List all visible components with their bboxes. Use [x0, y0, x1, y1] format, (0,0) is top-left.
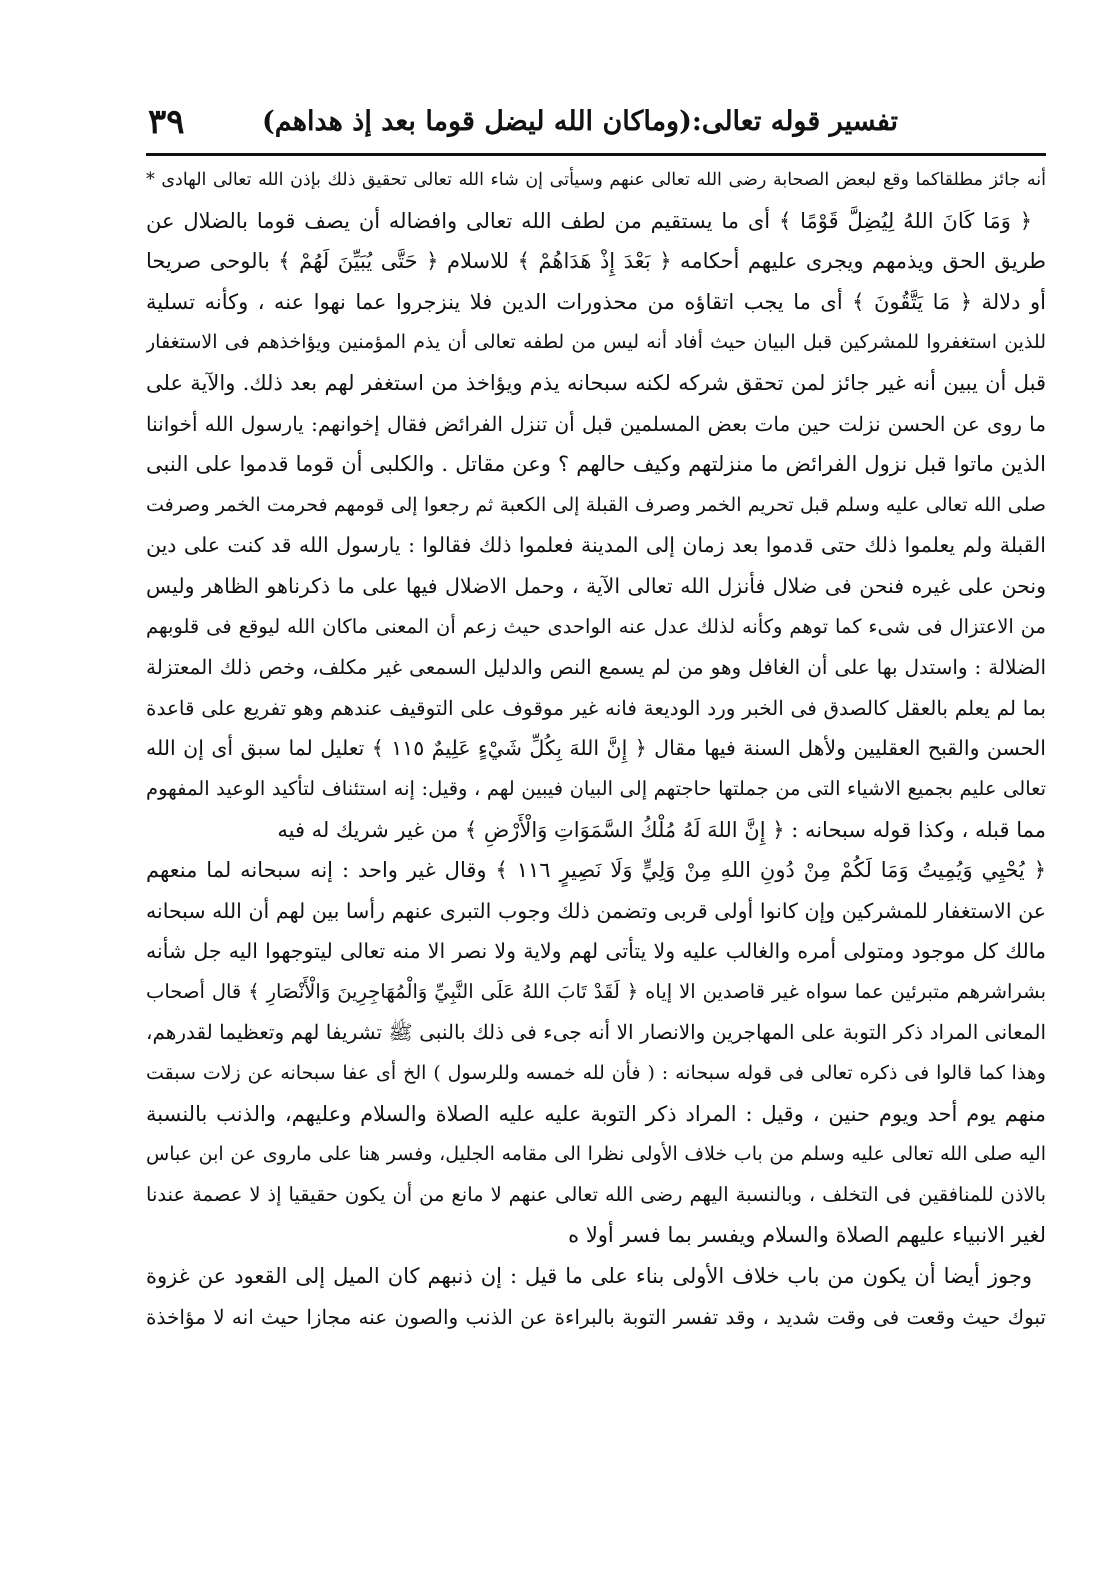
text-line: ﴿ يُحْيِي وَيُمِيتُ وَمَا لَكُمْ مِنْ دُونِ اللهِ مِنْ وَلِيٍّ وَلَا نَصِيرٍ ١١٦ ﴾ وقال غير واحد : إنه سبحانه لما منعهم	[146, 858, 1046, 883]
text-line: بما لم يعلم بالعقل كالصدق فى الخبر ورد الوديعة فانه غير موقوف على التوقيف عندهم وهو تفريع على قاعدة	[146, 695, 1046, 720]
text-line: وهذا كما قالوا فى ذكره تعالى فى قوله سبحانه : ( فأن لله خمسه وللرسول ) الخ أى عفا سبحانه عن زلات سبقت	[146, 1062, 1046, 1085]
text-line: مما قبله ، وكذا قوله سبحانه : ﴿ إِنَّ اللهَ لَهُ مُلْكُ السَّمَوَاتِ وَالْأَرْضِ ﴾ من غير شريك له فيه	[277, 817, 1046, 842]
text-line: للذين استغفروا للمشركين قبل البيان حيث أفاد أنه ليس من لطفه تعالى أن يذم المؤمنين ويؤاخذهم فى الاستغفار	[146, 331, 1046, 354]
body-text	[146, 160, 1046, 1337]
text-line: المعانى المراد ذكر التوبة على المهاجرين والانصار الا أنه جىء فى ذلك بالنبى ﷺ تشريفا لهم وتعظيما لقدرهم،	[146, 1020, 1046, 1045]
text-line: الذين ماتوا قبل نزول الفرائض ما منزلتهم وكيف حالهم ؟ وعن مقاتل . والكلبى أن قوما قدموا على النبى	[146, 452, 1046, 477]
text-line: صلى الله تعالى عليه وسلم قبل تحريم الخمر وصرف القبلة إلى الكعبة ثم رجعوا إلى قومهم فحرمت الخمر وصرفت	[146, 493, 1046, 516]
text-line: لغير الانبياء عليهم الصلاة والسلام ويفسر بما فسر أولا ه	[568, 1223, 1046, 1248]
text-line: أو دلالة ﴿ مَا يَتَّقُونَ ﴾ أى ما يجب اتقاؤه من محذورات الدين فلا ينزجروا عما نهوا عنه ، وكأنه تسلية	[146, 289, 1046, 314]
text-line: ﴿ وَمَا كَانَ اللهُ لِيُضِلَّ قَوْمًا ﴾ أى ما يستقيم من لطف الله تعالى وافضاله أن يصف قوما بالضلال عن	[146, 208, 1032, 233]
text-line: منهم يوم أحد ويوم حنين ، وقيل : المراد ذكر التوبة عليه عليه الصلاة والسلام وعليهم، والذنب بالنسبة	[146, 1101, 1046, 1126]
text-line: عن الاستغفار للمشركين وإن كانوا أولى قربى وتضمن ذلك وجوب التبرى عنهم رأسا بين لهم أن الله سبحانه	[146, 898, 1046, 923]
text-line: الضلالة : واستدل بها على أن الغافل وهو من لم يسمع النص والدليل السمعى غير مكلف، وخص ذلك المعتزلة	[146, 655, 1046, 680]
text-line: مالك كل موجود ومتولى أمره والغالب عليه ولا يتأتى لهم ولاية ولا نصر الا منه تعالى ليتوجهوا اليه جل شأنه	[146, 939, 1046, 964]
text-line: طريق الحق ويذمهم ويجرى عليهم أحكامه ﴿ بَعْدَ إِذْ هَدَاهُمْ ﴾ للاسلام ﴿ حَتَّى يُبَيِّنَ لَهُمْ ﴾ بالوحى صريحا	[146, 249, 1046, 274]
text-line: ونحن على غيره فنحن فى ضلال فأنزل الله تعالى الآية ، وحمل الاضلال فيها على ما ذكرناهو الظاهر وليس	[146, 573, 1046, 598]
text-line: تبوك حيث وقعت فى وقت شديد ، وقد تفسر التوبة بالبراءة عن الذنب والصون عنه مجازا حيث انه لا مؤاخذة	[146, 1304, 1046, 1329]
text-line: أنه جائز مطلقاكما وقع لبعض الصحابة رضى الله تعالى عنهم وسيأتى إن شاء الله تعالى تحقيق ذلك بإذن الله تعالى الهادى *	[146, 170, 1046, 190]
page-header	[148, 102, 1048, 146]
page-number: ٣٩	[148, 102, 185, 142]
text-line: ما روى عن الحسن نزلت حين مات بعض المسلمين قبل أن تنزل الفرائض فقال إخوانهم: يارسول الله أخواننا	[146, 411, 1046, 436]
text-line: قبل أن يبين أنه غير جائز لمن تحقق شركه لكنه سبحانه يذم ويؤاخذ من استغفر لهم بعد ذلك. والآية على	[146, 370, 1046, 395]
text-line: بالاذن للمنافقين فى التخلف ، وبالنسبة اليهم رضى الله تعالى عنهم لا مانع من أن يكون حقيقيا إذ لا عصمة عندنا	[146, 1182, 1046, 1206]
header-rule	[146, 153, 1046, 156]
text-line: الحسن والقبح العقليين ولأهل السنة فيها مقال ﴿ إِنَّ اللهَ بِكُلِّ شَيْءٍ عَلِيمٌ ١١٥ ﴾ تعليل لما سبق أى إن الله	[146, 736, 1046, 761]
text-line: وجوز أيضا أن يكون من باب خلاف الأولى بناء على ما قيل : إن ذنبهم كان الميل إلى القعود عن غزوة	[146, 1264, 1032, 1289]
text-line: من الاعتزال فى شىء كما توهم وكأنه لذلك عدل عنه الواحدى حيث زعم أن المعنى ماكان الله ليوقع فى قلوبهم	[146, 614, 1046, 638]
text-line: اليه صلى الله تعالى عليه وسلم من باب خلاف الأولى نظرا الى مقامه الجليل، وفسر هنا على ماروى عن ابن عباس	[146, 1143, 1046, 1166]
text-line: تعالى عليم بجميع الاشياء التى من جملتها حاجتهم إلى البيان فيبين لهم ، وقيل: إنه استئناف لتأكيد الوعيد المفهوم	[146, 776, 1046, 800]
text-line: القبلة ولم يعلموا ذلك حتى قدموا بعد زمان إلى المدينة فعلموا ذلك فقالوا : يارسول الله قد كنت على دين	[146, 533, 1046, 558]
running-title: تفسير قوله تعالى:(وماكان الله ليضل قوما بعد إذ هداهم)	[262, 106, 898, 137]
text-line: بشراشرهم متبرئين عما سواه غير قاصدين الا إياه ﴿ لَقَدْ تَابَ اللهُ عَلَى النَّبِيِّ وَالْمُهَاجِرِينَ وَالْأَنْصَارِ ﴾ قال أصحاب	[146, 979, 1046, 1003]
